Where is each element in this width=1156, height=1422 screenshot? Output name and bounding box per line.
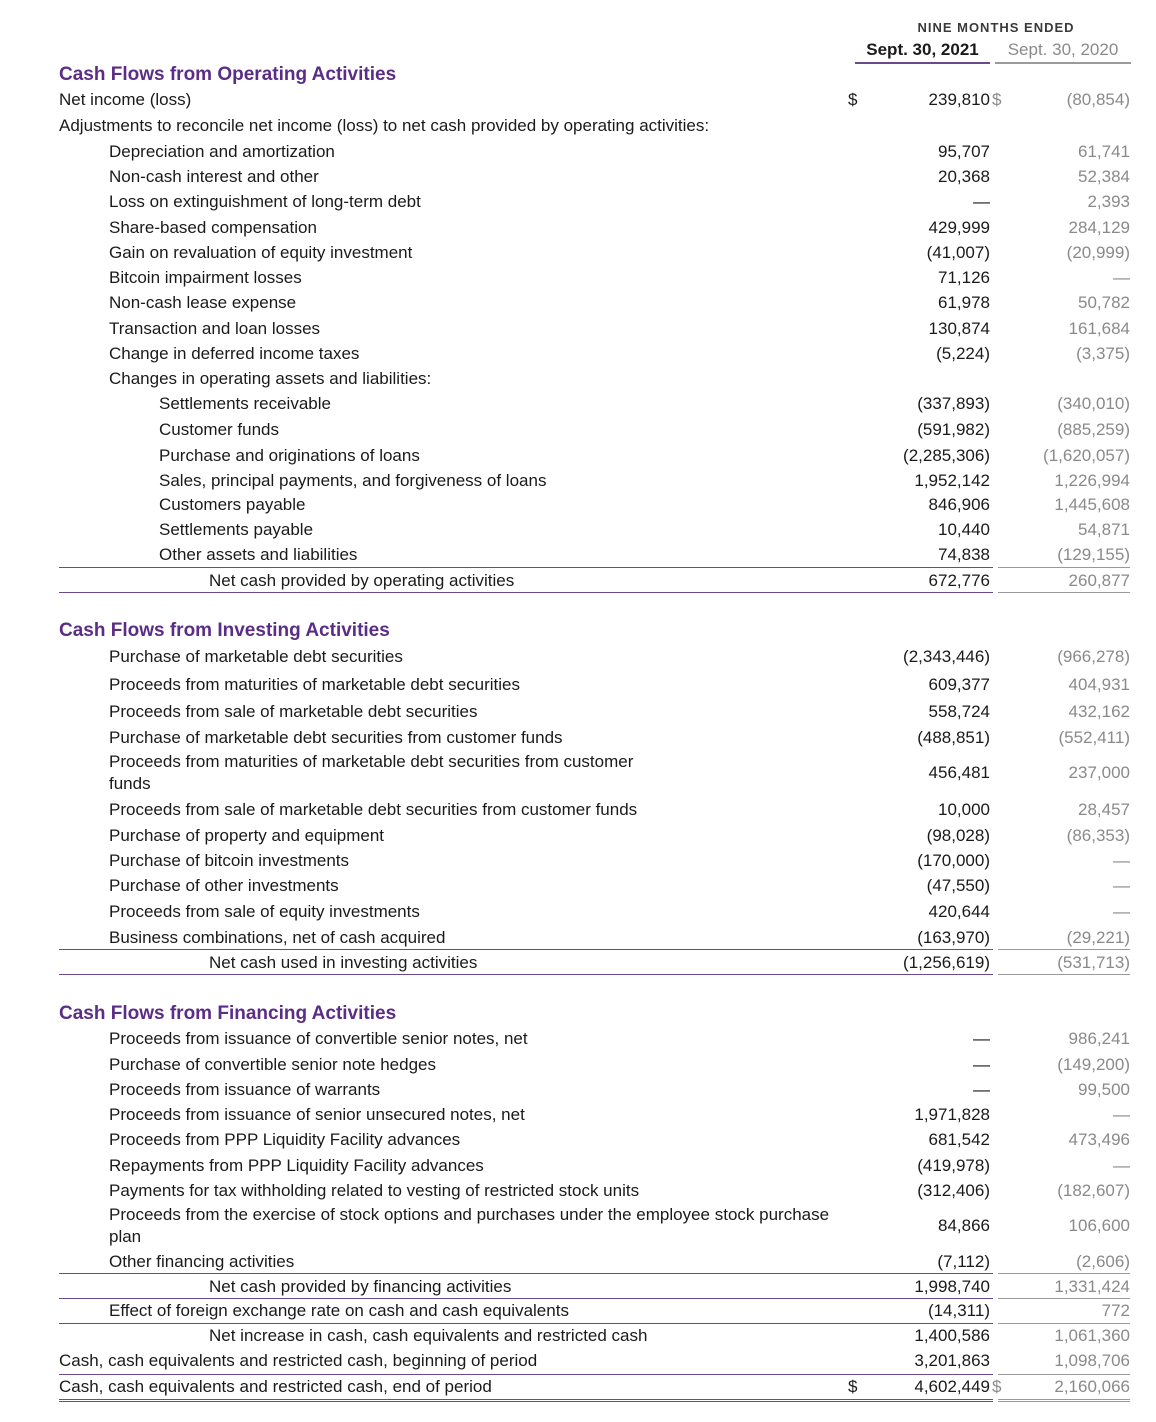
row-label: Customer funds [159, 420, 279, 439]
row-label: Proceeds from sale of marketable debt securities from customer funds [109, 800, 638, 819]
row-label: Purchase of marketable debt securities from customer funds [109, 728, 563, 747]
row-label: Payments for tax withholding related to vesting of restricted stock units [109, 1181, 640, 1200]
value-2021: — [973, 1080, 990, 1099]
table-row [0, 544, 1156, 568]
rule-line [59, 1374, 993, 1375]
value-2020: 473,496 [1068, 1130, 1130, 1149]
value-2020: — [1113, 268, 1130, 287]
table-row [0, 674, 1156, 698]
row-label: Net increase in cash, cash equivalents and restricted cash [209, 1326, 648, 1345]
row-label: Effect of foreign exchange rate on cash and cash equivalents [109, 1301, 569, 1320]
row-label: Settlements receivable [159, 394, 331, 413]
table-row [0, 343, 1156, 367]
value-2021: 3,201,863 [914, 1351, 990, 1370]
rule-line [998, 1399, 1130, 1402]
table-row [0, 1155, 1156, 1179]
rule-line [998, 1273, 1130, 1274]
value-2020: (86,353) [1066, 826, 1130, 845]
table-row [0, 1079, 1156, 1103]
value-2020: (552,411) [1058, 728, 1130, 747]
rule-line [998, 949, 1130, 950]
row-label: Non-cash interest and other [109, 167, 319, 186]
value-2020: (3,375) [1076, 344, 1130, 363]
table-row [0, 1054, 1156, 1078]
value-2020: 432,162 [1068, 702, 1130, 721]
period-label: NINE MONTHS ENDED [917, 20, 1075, 35]
currency-symbol: $ [848, 90, 858, 109]
row-label: Net cash provided by operating activities [209, 571, 515, 590]
value-2021: 681,542 [928, 1130, 990, 1149]
rule-line [59, 1323, 993, 1324]
row-label: Proceeds from issuance of senior unsecured notes, net [109, 1105, 525, 1124]
row-label: Proceeds from the exercise of stock options and purchases under the employee stock purchase plan [109, 1205, 830, 1246]
table-row [0, 727, 1156, 751]
row-label: Net cash provided by financing activities [209, 1277, 512, 1296]
value-2020: 260,877 [1068, 571, 1130, 590]
row-label: Repayments from PPP Liquidity Facility advances [109, 1156, 484, 1175]
row-label: Net cash used in investing activities [209, 953, 478, 972]
value-2021: (488,851) [917, 728, 990, 747]
section-title: Cash Flows from Financing Activities [59, 1003, 397, 1024]
table-row [0, 519, 1156, 543]
row-label: Transaction and loan losses [109, 319, 321, 338]
rule-line [998, 1374, 1130, 1375]
value-2020: 61,741 [1078, 142, 1130, 161]
value-2021: 1,400,586 [914, 1326, 990, 1345]
table-row [0, 368, 1156, 392]
rule-line [59, 1298, 993, 1299]
row-label: Non-cash lease expense [109, 293, 297, 312]
value-2021: (2,343,446) [903, 647, 990, 666]
value-2020: 1,331,424 [1054, 1277, 1130, 1296]
table-row [0, 1129, 1156, 1153]
value-2021: — [973, 1055, 990, 1074]
value-2021: 61,978 [938, 293, 990, 312]
rule-line [59, 1273, 993, 1274]
value-2020: (129,155) [1057, 545, 1130, 564]
row-label: Proceeds from maturities of marketable debt securities from customer funds [109, 752, 634, 793]
table-row [0, 1028, 1156, 1052]
rule-line [998, 592, 1130, 593]
value-2021: — [973, 1029, 990, 1048]
value-2021: 95,707 [938, 142, 990, 161]
value-2020: 50,782 [1078, 293, 1130, 312]
table-row [0, 646, 1156, 670]
value-2021: (337,893) [917, 394, 990, 413]
value-2020: 237,000 [1068, 763, 1130, 782]
rule-line [59, 949, 993, 950]
row-label: Depreciation and amortization [109, 142, 335, 161]
value-2021: (312,406) [917, 1181, 990, 1200]
rule-line [998, 1298, 1130, 1299]
currency-symbol: $ [992, 1377, 1002, 1396]
rule-line [59, 974, 993, 975]
table-row [0, 570, 1156, 594]
value-2021: 609,377 [928, 675, 990, 694]
value-2021: (2,285,306) [903, 446, 990, 465]
value-2020: (29,221) [1066, 928, 1130, 947]
section-heading-row [0, 64, 1156, 88]
value-2021: (163,970) [917, 928, 990, 947]
row-label: Proceeds from issuance of convertible senior notes, net [109, 1029, 528, 1048]
value-2020: 1,098,706 [1054, 1351, 1130, 1370]
table-row [0, 1350, 1156, 1374]
table-row [0, 927, 1156, 951]
value-2021: 71,126 [938, 268, 990, 287]
row-label: Settlements payable [159, 520, 314, 539]
value-2020: 2,393 [1087, 192, 1130, 211]
row-label: Purchase of bitcoin investments [109, 851, 350, 870]
row-label: Gain on revaluation of equity investment [109, 243, 413, 262]
table-row [0, 1276, 1156, 1300]
row-label: Bitcoin impairment losses [109, 268, 302, 287]
value-2021: 1,998,740 [914, 1277, 990, 1296]
row-label: Purchase and originations of loans [159, 446, 420, 465]
value-2021: 10,440 [938, 520, 990, 539]
table-row [0, 318, 1156, 342]
row-label: Proceeds from PPP Liquidity Facility advances [109, 1130, 461, 1149]
row-label: Sales, principal payments, and forgiveness of loans [159, 471, 547, 490]
value-2020: 99,500 [1078, 1080, 1130, 1099]
row-label: Other financing activities [109, 1252, 295, 1271]
table-row [0, 1325, 1156, 1349]
row-label: Cash, cash equivalents and restricted cash, end of period [59, 1377, 492, 1396]
column-header-2020: Sept. 30, 2020 [995, 40, 1131, 64]
table-row [0, 166, 1156, 190]
value-2021: (419,978) [917, 1156, 990, 1175]
table-row [0, 89, 1156, 113]
value-2021: 420,644 [928, 902, 990, 921]
value-2021: (7,112) [937, 1252, 990, 1271]
value-2021: (98,028) [926, 826, 990, 845]
row-label: Purchase of convertible senior note hedges [109, 1055, 436, 1074]
currency-symbol: $ [992, 90, 1002, 109]
row-label: Purchase of property and equipment [109, 826, 385, 845]
value-2021: (170,000) [917, 851, 990, 870]
rule-line [59, 592, 993, 593]
table-row [0, 850, 1156, 874]
value-2020: 106,600 [1068, 1216, 1130, 1235]
row-label: Proceeds from sale of marketable debt securities [109, 702, 478, 721]
value-2021: 84,866 [938, 1216, 990, 1235]
table-row [0, 1251, 1156, 1275]
value-2020: — [1113, 1105, 1130, 1124]
value-2020: 2,160,066 [1054, 1377, 1130, 1396]
value-2020: 52,384 [1078, 167, 1130, 186]
value-2021: 1,952,142 [914, 471, 990, 490]
row-label: Proceeds from maturities of marketable debt securities [109, 675, 521, 694]
value-2020: (2,606) [1076, 1252, 1130, 1271]
value-2020: 284,129 [1068, 218, 1130, 237]
table-row [0, 494, 1156, 518]
value-2021: (14,311) [927, 1301, 990, 1320]
table-row [0, 952, 1156, 976]
value-2020: — [1113, 902, 1130, 921]
value-2020: (1,620,057) [1043, 446, 1130, 465]
value-2020: — [1113, 1156, 1130, 1175]
table-row [0, 875, 1156, 899]
table-row [0, 901, 1156, 925]
value-2020: (966,278) [1057, 647, 1130, 666]
table-row [0, 393, 1156, 417]
value-2021: 429,999 [928, 218, 990, 237]
table-row [0, 1104, 1156, 1128]
value-2020: (80,854) [1066, 90, 1130, 109]
row-label: Change in deferred income taxes [109, 344, 360, 363]
table-row [0, 825, 1156, 849]
table-row [0, 292, 1156, 316]
value-2020: 772 [1101, 1301, 1130, 1320]
row-label: Changes in operating assets and liabilities: [109, 369, 432, 388]
value-2021: (41,007) [926, 243, 990, 262]
row-label: Purchase of other investments [109, 876, 339, 895]
row-label: Share-based compensation [109, 218, 317, 237]
row-label: Loss on extinguishment of long-term debt [109, 192, 421, 211]
section-heading-row [0, 1003, 1156, 1027]
value-2020: (531,713) [1057, 953, 1130, 972]
value-2021: 846,906 [928, 495, 990, 514]
table-row [0, 191, 1156, 215]
value-2021: 130,874 [928, 319, 990, 338]
table-row [0, 1204, 1156, 1246]
value-2020: (182,607) [1057, 1181, 1130, 1200]
value-2020: (149,200) [1057, 1055, 1130, 1074]
section-title: Cash Flows from Investing Activities [59, 620, 390, 641]
value-2021: (5,224) [936, 344, 990, 363]
table-row [0, 1376, 1156, 1400]
table-row [0, 445, 1156, 469]
value-2021: 1,971,828 [914, 1105, 990, 1124]
value-2020: 54,871 [1078, 520, 1130, 539]
row-label: Proceeds from sale of equity investments [109, 902, 420, 921]
table-row [0, 1180, 1156, 1204]
rule-line [59, 1399, 993, 1402]
table-row [0, 267, 1156, 291]
section-heading-row [0, 620, 1156, 644]
value-2020: 986,241 [1068, 1029, 1130, 1048]
table-row [0, 751, 1156, 793]
value-2020: 1,445,608 [1054, 495, 1130, 514]
table-row [0, 799, 1156, 823]
value-2021: 672,776 [928, 571, 990, 590]
value-2021: 20,368 [938, 167, 990, 186]
table-row [0, 1300, 1156, 1324]
row-label: Other assets and liabilities [159, 545, 358, 564]
value-2020: 1,061,360 [1054, 1326, 1130, 1345]
value-2021: 558,724 [928, 702, 990, 721]
value-2021: — [973, 192, 990, 211]
value-2021: (1,256,619) [903, 953, 990, 972]
column-header-2021: Sept. 30, 2021 [855, 40, 990, 64]
value-2020: (20,999) [1066, 243, 1130, 262]
row-label: Net income (loss) [59, 90, 192, 109]
value-2021: (47,550) [926, 876, 990, 895]
row-label: Business combinations, net of cash acquired [109, 928, 446, 947]
table-row [0, 470, 1156, 494]
value-2020: 28,457 [1078, 800, 1130, 819]
currency-symbol: $ [848, 1377, 858, 1396]
value-2021: 74,838 [938, 545, 990, 564]
row-label: Proceeds from issuance of warrants [109, 1080, 381, 1099]
value-2021: 10,000 [938, 800, 990, 819]
table-row [0, 115, 1156, 139]
value-2020: (340,010) [1057, 394, 1130, 413]
table-row [0, 701, 1156, 725]
value-2020: 1,226,994 [1054, 471, 1130, 490]
table-row [0, 419, 1156, 443]
row-label: Customers payable [159, 495, 306, 514]
value-2020: (885,259) [1057, 420, 1130, 439]
rule-line [998, 567, 1130, 568]
value-2020: 161,684 [1068, 319, 1130, 338]
table-row [0, 217, 1156, 241]
value-2021: (591,982) [917, 420, 990, 439]
row-label: Cash, cash equivalents and restricted cash, beginning of period [59, 1351, 538, 1370]
table-row [0, 141, 1156, 165]
rule-line [998, 1323, 1130, 1324]
value-2020: — [1113, 876, 1130, 895]
row-label: Purchase of marketable debt securities [109, 647, 403, 666]
row-label: Adjustments to reconcile net income (loss) to net cash provided by operating activities: [59, 116, 710, 135]
value-2021: 456,481 [928, 763, 990, 782]
value-2020: 404,931 [1068, 675, 1130, 694]
rule-line [998, 974, 1130, 975]
value-2020: — [1113, 851, 1130, 870]
rule-line [59, 567, 993, 568]
section-title: Cash Flows from Operating Activities [59, 64, 397, 85]
value-2021: 239,810 [928, 90, 990, 109]
table-row [0, 242, 1156, 266]
value-2021: 4,602,449 [914, 1377, 990, 1396]
